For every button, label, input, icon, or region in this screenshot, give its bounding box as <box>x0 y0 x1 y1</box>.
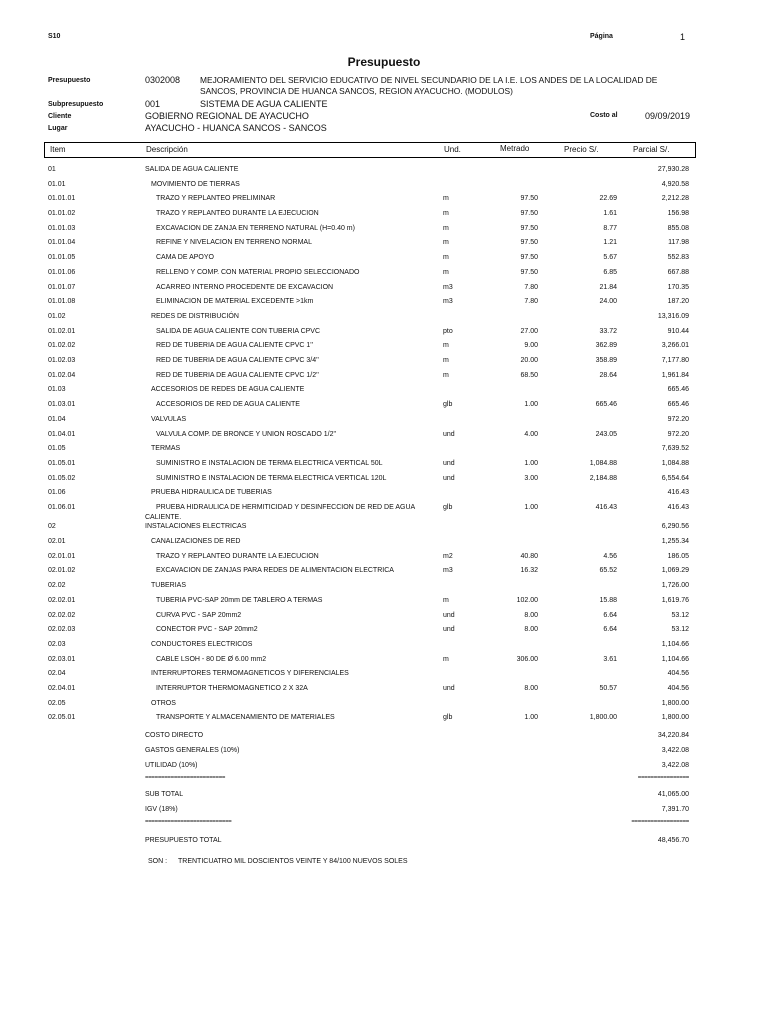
row-parcial: 665.46 <box>667 401 689 408</box>
column-header <box>44 142 696 158</box>
gastos-value: 3,422.08 <box>661 747 689 754</box>
table-row <box>0 181 768 193</box>
gastos-label: GASTOS GENERALES (10%) <box>145 747 240 754</box>
table-row <box>0 489 768 501</box>
row-description: CAMA DE APOYO <box>156 254 214 261</box>
row-unit: glb <box>443 504 453 511</box>
row-unit: m <box>443 210 449 217</box>
costo-al-value: 09/09/2019 <box>645 111 691 121</box>
row-description: TRAZO Y REPLANTEO DURANTE LA EJECUCION <box>156 553 319 560</box>
row-metrado: 1.00 <box>524 401 538 408</box>
row-item-code: 01.02.03 <box>48 357 76 364</box>
row-metrado: 7.80 <box>524 298 538 305</box>
row-item-code: 01.04.01 <box>48 431 76 438</box>
row-parcial: 3,266.01 <box>661 342 689 349</box>
page-label: Página <box>590 33 613 40</box>
row-precio: 358.89 <box>595 357 617 364</box>
row-item-code: 02.01.01 <box>48 553 76 560</box>
row-precio: 4.56 <box>603 553 617 560</box>
col-und: Und. <box>444 145 461 154</box>
son-label: SON : <box>148 858 168 865</box>
table-row <box>0 582 768 594</box>
subpresupuesto-description: SISTEMA DE AGUA CALIENTE <box>200 99 328 109</box>
row-parcial: 187.20 <box>667 298 689 305</box>
row-precio: 15.88 <box>599 597 617 604</box>
row-description-continued: CALIENTE. <box>145 514 182 521</box>
software-label: S10 <box>48 33 61 40</box>
row-metrado: 7.80 <box>524 284 538 291</box>
row-item-code: 01.05 <box>48 445 66 452</box>
row-description: SALIDA DE AGUA CALIENTE CON TUBERIA CPVC <box>156 328 321 335</box>
row-metrado: 97.50 <box>520 225 538 232</box>
row-precio: 28.64 <box>599 372 617 379</box>
row-parcial: 53.12 <box>671 626 689 633</box>
cliente-value: GOBIERNO REGIONAL DE AYACUCHO <box>145 111 309 121</box>
row-description: SALIDA DE AGUA CALIENTE <box>145 166 239 173</box>
row-parcial: 1,104.66 <box>661 641 689 648</box>
row-item-code: 01.01 <box>48 181 66 188</box>
row-precio: 1.61 <box>603 210 617 217</box>
subpresupuesto-label: Subpresupuesto <box>48 101 104 108</box>
row-description: SUMINISTRO E INSTALACION DE TERMA ELECTRICA VERTICAL 50L <box>156 460 383 467</box>
row-item-code: 02.02 <box>48 582 66 589</box>
table-row <box>0 313 768 325</box>
row-description: VALVULAS <box>151 416 187 423</box>
lugar-label: Lugar <box>48 125 68 132</box>
table-row <box>0 357 768 369</box>
row-parcial: 552.83 <box>667 254 689 261</box>
row-unit: und <box>443 626 455 633</box>
table-row <box>0 700 768 712</box>
subpresupuesto-code: 001 <box>145 99 161 109</box>
row-unit: m <box>443 357 449 364</box>
table-row <box>0 342 768 354</box>
row-precio: 6.85 <box>603 269 617 276</box>
row-unit: m2 <box>443 553 453 560</box>
row-item-code: 01.01.03 <box>48 225 76 232</box>
separator-left-2: =========================== <box>145 819 232 825</box>
table-row <box>0 670 768 682</box>
costo-directo-value: 34,220.84 <box>657 732 689 739</box>
table-row <box>0 567 768 579</box>
igv-value: 7,391.70 <box>661 806 689 813</box>
row-parcial: 667.88 <box>667 269 689 276</box>
col-item: Item <box>50 145 66 154</box>
row-item-code: 01.02 <box>48 313 66 320</box>
row-parcial: 972.20 <box>667 431 689 438</box>
row-parcial: 404.56 <box>667 685 689 692</box>
row-description: OTROS <box>151 700 176 707</box>
row-precio: 50.57 <box>599 685 617 692</box>
row-metrado: 20.00 <box>520 357 538 364</box>
row-precio: 21.84 <box>599 284 617 291</box>
row-precio: 33.72 <box>599 328 617 335</box>
row-precio: 8.77 <box>603 225 617 232</box>
row-parcial: 1,255.34 <box>661 538 689 545</box>
row-description: TRAZO Y REPLANTEO DURANTE LA EJECUCION <box>156 210 319 217</box>
row-description: EXCAVACION DE ZANJA EN TERRENO NATURAL (H=0.40 m) <box>156 225 355 232</box>
table-row <box>0 401 768 413</box>
row-description: INTERRUPTOR THERMOMAGNETICO 2 X 32A <box>156 685 308 692</box>
row-item-code: 01.01.04 <box>48 239 76 246</box>
row-item-code: 01.01.02 <box>48 210 76 217</box>
presupuesto-code: 0302008 <box>145 75 181 85</box>
row-metrado: 8.00 <box>524 626 538 633</box>
col-precio: Precio S/. <box>564 145 599 154</box>
row-description: ELIMINACION DE MATERIAL EXCEDENTE >1km <box>156 298 314 305</box>
row-metrado: 8.00 <box>524 685 538 692</box>
row-metrado: 27.00 <box>520 328 538 335</box>
row-item-code: 01 <box>48 166 56 173</box>
row-precio: 6.64 <box>603 612 617 619</box>
row-description: CURVA PVC - SAP 20mm2 <box>156 612 242 619</box>
row-description: RED DE TUBERIA DE AGUA CALIENTE CPVC 1/2'' <box>156 372 319 379</box>
row-unit: m <box>443 342 449 349</box>
row-metrado: 97.50 <box>520 239 538 246</box>
separator-left-1: ========================= <box>145 775 226 781</box>
row-parcial: 416.43 <box>667 504 689 511</box>
row-item-code: 01.02.01 <box>48 328 76 335</box>
row-item-code: 02.05.01 <box>48 714 76 721</box>
table-row <box>0 553 768 565</box>
row-precio: 1,800.00 <box>589 714 617 721</box>
table-row <box>0 298 768 310</box>
row-precio: 1.21 <box>603 239 617 246</box>
row-description: VALVULA COMP. DE BRONCE Y UNION ROSCADO 1/2" <box>156 431 337 438</box>
row-metrado: 40.80 <box>520 553 538 560</box>
son-text: TRENTICUATRO MIL DOSCIENTOS VEINTE Y 84/100 NUEVOS SOLES <box>178 858 408 865</box>
row-item-code: 02.04.01 <box>48 685 76 692</box>
row-description: RED DE TUBERIA DE AGUA CALIENTE CPVC 1'' <box>156 342 313 349</box>
table-row <box>0 626 768 638</box>
row-item-code: 02.04 <box>48 670 66 677</box>
row-unit: m3 <box>443 284 453 291</box>
row-precio: 665.46 <box>595 401 617 408</box>
row-description: TRAZO Y REPLANTEO PRELIMINAR <box>156 195 276 202</box>
row-description: TUBERIAS <box>151 582 187 589</box>
table-row <box>0 210 768 222</box>
table-row <box>0 431 768 443</box>
row-item-code: 02.02.02 <box>48 612 76 619</box>
row-parcial: 117.98 <box>668 239 689 246</box>
row-item-code: 02.01 <box>48 538 66 545</box>
row-unit: glb <box>443 714 453 721</box>
col-parcial: Parcial S/. <box>633 145 670 154</box>
row-precio: 5.67 <box>603 254 617 261</box>
row-item-code: 02.01.02 <box>48 567 76 574</box>
presupuesto-total-label: PRESUPUESTO TOTAL <box>145 837 222 844</box>
row-description: RED DE TUBERIA DE AGUA CALIENTE CPVC 3/4'' <box>156 357 319 364</box>
row-description: INTERRUPTORES TERMOMAGNETICOS Y DIFERENCIALES <box>151 670 349 677</box>
row-description: CANALIZACIONES DE RED <box>151 538 241 545</box>
row-item-code: 02.02.01 <box>48 597 76 604</box>
table-row <box>0 328 768 340</box>
presupuesto-description: MEJORAMIENTO DEL SERVICIO EDUCATIVO DE NIVEL SECUNDARIO DE LA I.E. LOS ANDES DE LA LOCALIDAD DE SANCOS, PROVINCIA DE HUANCA SANCOS, REGION AYACUCHO. (MODULOS) <box>200 75 658 96</box>
row-metrado: 3.00 <box>524 475 538 482</box>
row-metrado: 97.50 <box>520 210 538 217</box>
row-parcial: 665.46 <box>667 386 689 393</box>
row-description: PRUEBA HIDRAULICA DE TUBERIAS <box>151 489 272 496</box>
row-unit: und <box>443 685 455 692</box>
table-row <box>0 372 768 384</box>
row-precio: 2,184.88 <box>589 475 617 482</box>
row-precio: 65.52 <box>599 567 617 574</box>
row-description: CONECTOR PVC - SAP 20mm2 <box>156 626 258 633</box>
row-unit: glb <box>443 401 453 408</box>
table-row <box>0 445 768 457</box>
table-row <box>0 225 768 237</box>
row-precio: 243.05 <box>595 431 617 438</box>
row-description: TRANSPORTE Y ALMACENAMIENTO DE MATERIALES <box>156 714 335 721</box>
row-item-code: 01.02.02 <box>48 342 76 349</box>
table-row <box>0 475 768 487</box>
row-parcial: 855.08 <box>667 225 689 232</box>
row-unit: m <box>443 269 449 276</box>
table-row <box>0 641 768 653</box>
table-row <box>0 269 768 281</box>
row-metrado: 16.32 <box>520 567 538 574</box>
row-unit: und <box>443 475 455 482</box>
row-description: CABLE LSOH - 80 DE Ø 6.00 mm2 <box>156 656 267 663</box>
row-unit: m <box>443 372 449 379</box>
row-description: CONDUCTORES ELECTRICOS <box>151 641 253 648</box>
row-metrado: 4.00 <box>524 431 538 438</box>
row-parcial: 1,069.29 <box>661 567 689 574</box>
table-row <box>0 504 768 521</box>
row-metrado: 97.50 <box>520 254 538 261</box>
row-item-code: 01.05.01 <box>48 460 76 467</box>
row-parcial: 416.43 <box>667 489 689 496</box>
col-metrado: Metrado <box>500 144 530 153</box>
igv-label: IGV (18%) <box>145 806 178 813</box>
row-parcial: 6,290.56 <box>661 523 689 530</box>
row-parcial: 27,930.28 <box>657 166 689 173</box>
row-parcial: 7,177.80 <box>661 357 689 364</box>
row-parcial: 53.12 <box>671 612 689 619</box>
row-precio: 22.69 <box>599 195 617 202</box>
row-metrado: 306.00 <box>516 656 538 663</box>
table-row <box>0 612 768 624</box>
row-parcial: 1,961.84 <box>661 372 689 379</box>
row-item-code: 01.05.02 <box>48 475 76 482</box>
page-title: Presupuesto <box>347 55 421 69</box>
row-unit: m <box>443 597 449 604</box>
costo-al-label: Costo al <box>590 112 618 119</box>
row-metrado: 68.50 <box>520 372 538 379</box>
table-row <box>0 460 768 472</box>
row-unit: und <box>443 612 455 619</box>
row-item-code: 01.06.01 <box>48 504 76 511</box>
row-unit: m <box>443 195 449 202</box>
row-parcial: 13,316.09 <box>657 313 689 320</box>
row-item-code: 02.03.01 <box>48 656 76 663</box>
row-description: MOVIMIENTO DE TIERRAS <box>151 181 240 188</box>
table-row <box>0 656 768 668</box>
table-row <box>0 239 768 251</box>
row-unit: m3 <box>443 298 453 305</box>
col-descripcion: Descripción <box>146 145 188 154</box>
row-description: REDES DE DISTRIBUCIÓN <box>151 313 239 320</box>
row-item-code: 01.01.06 <box>48 269 76 276</box>
row-item-code: 02.05 <box>48 700 66 707</box>
row-parcial: 1,800.00 <box>661 700 689 707</box>
row-description: INSTALACIONES ELECTRICAS <box>145 523 247 530</box>
row-parcial: 1,800.00 <box>661 714 689 721</box>
subtotal-value: 41,065.00 <box>657 791 689 798</box>
page-number: 1 <box>680 32 686 42</box>
row-precio: 6.64 <box>603 626 617 633</box>
subtotal-label: SUB TOTAL <box>145 791 184 798</box>
row-unit: m <box>443 656 449 663</box>
table-row <box>0 254 768 266</box>
row-unit: m <box>443 225 449 232</box>
row-item-code: 01.01.05 <box>48 254 76 261</box>
row-metrado: 102.00 <box>516 597 538 604</box>
row-parcial: 7,639.52 <box>661 445 689 452</box>
row-unit: m3 <box>443 567 453 574</box>
table-row <box>0 538 768 550</box>
row-parcial: 1,104.66 <box>661 656 689 663</box>
row-unit: pto <box>443 328 453 335</box>
row-parcial: 1,619.76 <box>661 597 689 604</box>
row-parcial: 6,554.64 <box>661 475 689 482</box>
separator-right-2: ================== <box>631 819 689 825</box>
table-row <box>0 714 768 726</box>
row-item-code: 02.03 <box>48 641 66 648</box>
row-metrado: 8.00 <box>524 612 538 619</box>
row-precio: 362.89 <box>595 342 617 349</box>
row-parcial: 972.20 <box>667 416 689 423</box>
row-description: REFINE Y NIVELACION EN TERRENO NORMAL <box>156 239 312 246</box>
row-unit: und <box>443 431 455 438</box>
row-description: PRUEBA HIDRAULICA DE HERMITICIDAD Y DESINFECCION DE RED DE AGUA <box>156 504 416 511</box>
row-item-code: 01.03.01 <box>48 401 76 408</box>
row-description: ACCESORIOS DE RED DE AGUA CALIENTE <box>156 401 300 408</box>
row-parcial: 404.56 <box>667 670 689 677</box>
row-precio: 416.43 <box>595 504 617 511</box>
presupuesto-label: Presupuesto <box>48 77 91 84</box>
row-metrado: 1.00 <box>524 460 538 467</box>
row-item-code: 01.06 <box>48 489 66 496</box>
row-description: SUMINISTRO E INSTALACION DE TERMA ELECTRICA VERTICAL 120L <box>156 475 387 482</box>
row-parcial: 156.98 <box>667 210 689 217</box>
row-item-code: 01.01.01 <box>48 195 76 202</box>
presupuesto-total-value: 48,456.70 <box>657 837 689 844</box>
row-unit: und <box>443 460 455 467</box>
table-row <box>0 416 768 428</box>
row-description: ACCESORIOS DE REDES DE AGUA CALIENTE <box>151 386 305 393</box>
table-row <box>0 685 768 697</box>
row-metrado: 1.00 <box>524 504 538 511</box>
row-parcial: 170.35 <box>667 284 689 291</box>
row-description: TUBERIA PVC-SAP 20mm DE TABLERO A TERMAS <box>156 597 323 604</box>
costo-directo-label: COSTO DIRECTO <box>145 732 204 739</box>
row-parcial: 1,084.88 <box>661 460 689 467</box>
row-unit: m <box>443 239 449 246</box>
row-item-code: 02.02.03 <box>48 626 76 633</box>
row-parcial: 1,726.00 <box>661 582 689 589</box>
row-parcial: 186.05 <box>667 553 689 560</box>
row-item-code: 01.01.07 <box>48 284 76 291</box>
table-row <box>0 386 768 398</box>
table-row <box>0 166 768 178</box>
lugar-value: AYACUCHO - HUANCA SANCOS - SANCOS <box>145 123 327 133</box>
row-description: TERMAS <box>151 445 181 452</box>
table-row <box>0 523 768 535</box>
row-item-code: 01.02.04 <box>48 372 76 379</box>
cliente-label: Cliente <box>48 113 72 120</box>
table-row <box>0 284 768 296</box>
separator-right-1: ================ <box>637 775 689 781</box>
row-description: RELLENO Y COMP. CON MATERIAL PROPIO SELECCIONADO <box>156 269 360 276</box>
row-item-code: 02 <box>48 523 56 530</box>
row-precio: 1,084.88 <box>589 460 617 467</box>
utilidad-label: UTILIDAD (10%) <box>145 762 198 769</box>
row-metrado: 97.50 <box>520 269 538 276</box>
row-item-code: 01.01.08 <box>48 298 76 305</box>
row-parcial: 910.44 <box>667 328 689 335</box>
row-description: EXCAVACION DE ZANJAS PARA REDES DE ALIMENTACION ELECTRICA <box>156 567 394 574</box>
row-precio: 3.61 <box>603 656 617 663</box>
row-unit: m <box>443 254 449 261</box>
table-row <box>0 195 768 207</box>
row-precio: 24.00 <box>599 298 617 305</box>
table-row <box>0 597 768 609</box>
row-description: ACARREO INTERNO PROCEDENTE DE EXCAVACION <box>156 284 334 291</box>
utilidad-value: 3,422.08 <box>661 762 689 769</box>
row-parcial: 2,212.28 <box>661 195 689 202</box>
row-metrado: 1.00 <box>524 714 538 721</box>
row-parcial: 4,920.58 <box>661 181 689 188</box>
row-item-code: 01.03 <box>48 386 66 393</box>
row-metrado: 97.50 <box>520 195 538 202</box>
row-metrado: 9.00 <box>524 342 538 349</box>
row-item-code: 01.04 <box>48 416 66 423</box>
